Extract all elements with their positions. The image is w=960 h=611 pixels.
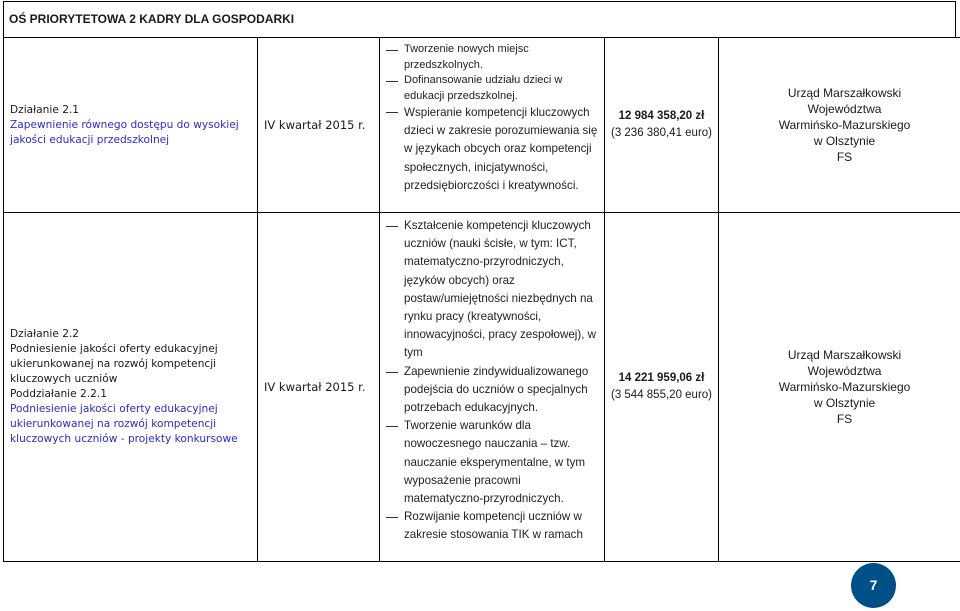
institution-cell	[719, 213, 960, 562]
institution-line: Warmińsko-Mazurskiego	[778, 118, 911, 132]
fund-label: FS	[836, 412, 853, 426]
page-number-badge: 7	[851, 563, 896, 608]
amount-cell	[605, 213, 719, 562]
institution-line: Województwa	[807, 364, 882, 378]
action-cell	[4, 213, 258, 562]
list-item: Wspieranie kompetencji kluczowych dzieci w zakresie porozumiewania się w językach obcych oraz kompetencji społecznych, inicjatywności, przedsiębiorczości i kreatywności.	[404, 104, 600, 195]
institution-line: w Olsztynie	[813, 134, 876, 148]
amount-cell	[605, 38, 719, 213]
list-item: Kształcenie kompetencji kluczowych uczniów (nauki ścisłe, w tym: ICT, matematyczno-przyrodniczych, języków obcych) oraz postaw/umiejętności niezbędnych na rynku pracy (kreatywności, innowacyjności, pracy zespołowej), w tym	[404, 217, 600, 363]
activities-cell	[380, 38, 605, 213]
institution-line: Urząd Marszałkowski	[787, 348, 902, 362]
activities-cell	[380, 213, 605, 562]
amount-pln: 14 221 959,06 zł	[618, 372, 705, 384]
institution-line: Województwa	[807, 102, 882, 116]
amount-pln: 12 984 358,20 zł	[618, 110, 705, 122]
action-name: Podniesienie jakości oferty edukacyjnej ukierunkowanej na rozwój kompetencji kluczowych uczniów	[10, 343, 218, 385]
quarter-cell: IV kwartał 2015 r.	[258, 38, 380, 213]
list-item: Dofinansowanie udziału dzieci w edukacji przedszkolnej.	[404, 73, 600, 104]
amount-eur: (3 544 855,20 euro)	[610, 389, 713, 401]
subaction-name: Podniesienie jakości oferty edukacyjnej ukierunkowanej na rozwój kompetencji kluczowych uczniów - projekty konkursowe	[10, 403, 238, 445]
quarter-cell: IV kwartał 2015 r.	[258, 213, 380, 562]
activities-list	[380, 213, 604, 545]
list-item: Tworzenie warunków dla nowoczesnego nauczania – tzw. nauczanie eksperymentalne, w tym wyposażenie pracowni matematyczno-przyrodniczych.	[404, 417, 600, 508]
document-table-frame	[3, 1, 956, 561]
action-label: Działanie 2.1	[10, 103, 80, 116]
institution-line: Urząd Marszałkowski	[787, 86, 902, 100]
list-item: Rozwijanie kompetencji uczniów w zakresie stosowania TIK w ramach	[404, 508, 600, 544]
list-item: Tworzenie nowych miejsc przedszkolnych.	[404, 42, 600, 73]
list-item: Zapewnienie zindywidualizowanego podejścia do uczniów o specjalnych potrzebach edukacyjnych.	[404, 363, 600, 418]
institution-line: w Olsztynie	[813, 396, 876, 410]
action-label: Działanie 2.2	[10, 328, 80, 340]
amount-eur: (3 236 380,41 euro)	[610, 127, 713, 139]
fund-label: FS	[836, 150, 853, 164]
action-cell	[4, 38, 258, 213]
activities-list	[380, 38, 604, 195]
table-row	[4, 38, 960, 213]
action-name: Zapewnienie równego dostępu do wysokiej jakości edukacji przedszkolnej	[10, 118, 239, 146]
priority-axis-header: OŚ PRIORYTETOWA 2 KADRY DLA GOSPODARKI	[3, 1, 956, 38]
measures-table	[3, 37, 960, 562]
institution-cell	[719, 38, 960, 213]
table-row	[4, 213, 960, 562]
subaction-label: Poddziałanie 2.2.1	[10, 388, 107, 400]
institution-line: Warmińsko-Mazurskiego	[778, 380, 911, 394]
